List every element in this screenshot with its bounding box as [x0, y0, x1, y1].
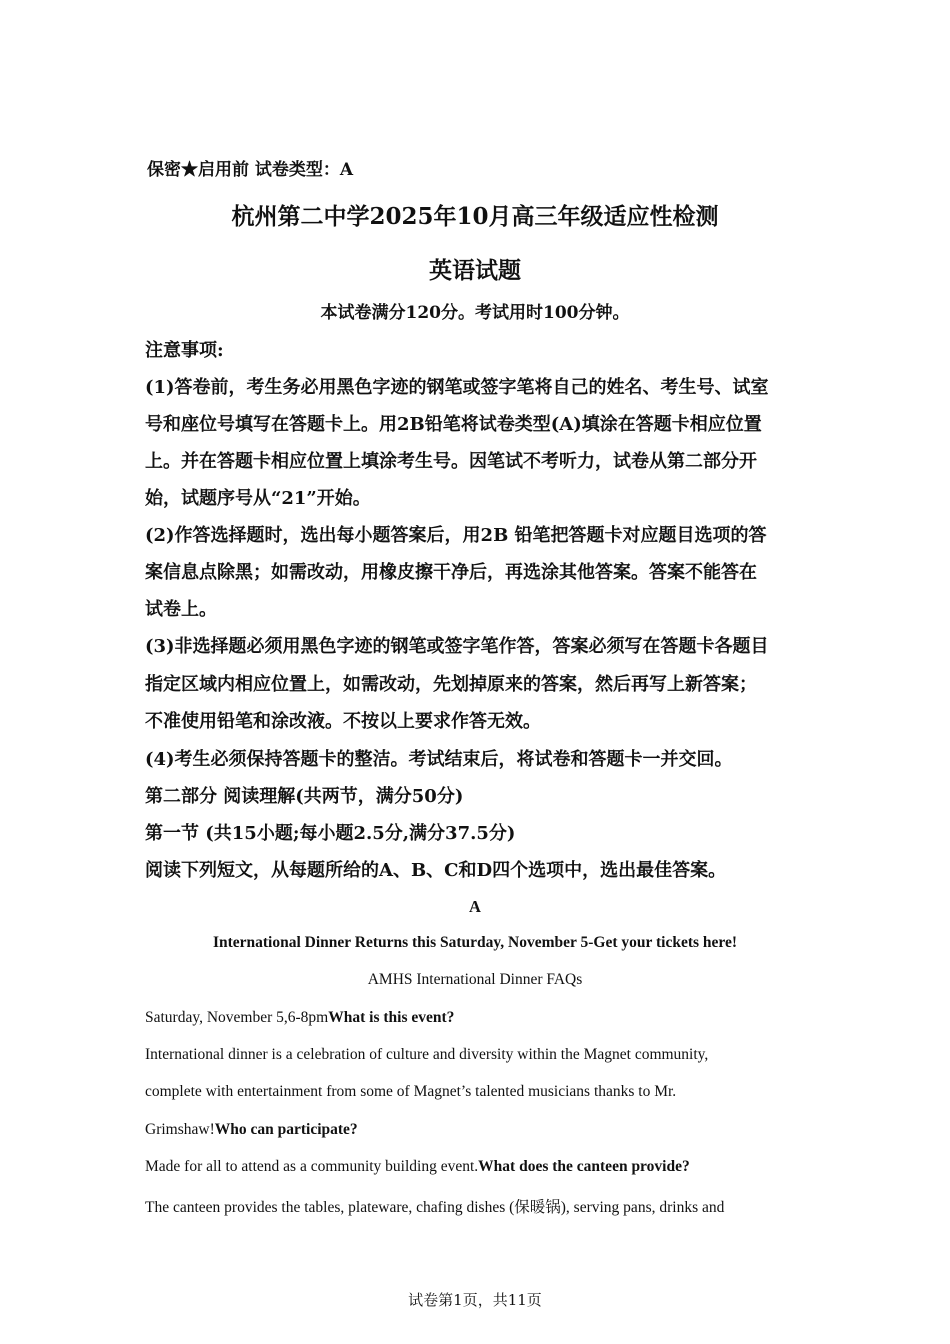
exam-subject: 英语试题 — [429, 257, 521, 284]
faq-question: Who can participate? — [214, 1121, 358, 1138]
passage-headline: International Dinner Returns this Saturday, November 5-Get your tickets here! — [212, 934, 738, 951]
passage-line: International dinner is a celebration of culture and diversity within the Magnet community, — [145, 1046, 709, 1063]
section-instruction: 阅读下列短文，从每题所给的A、B、C和D四个选项中，选出最佳答案。 — [145, 860, 727, 881]
notice-line: (2)作答选择题时，选出每小题答案后，用2B 铅笔把答题卡对应题目选项的答 — [145, 525, 767, 546]
notice-heading: 注意事项: — [145, 340, 224, 361]
faq-question: What is this event? — [328, 1009, 455, 1026]
notice-line: 案信息点除黑；如需改动，用橡皮擦干净后，再选涂其他答案。答案不能答在 — [145, 562, 757, 583]
exam-title: 杭州第二中学2025年10月高三年级适应性检测 — [231, 203, 719, 230]
passage-subtitle: AMHS International Dinner FAQs — [367, 971, 583, 988]
notice-line: 不准使用铅笔和涂改液。不按以上要求作答无效。 — [145, 711, 541, 732]
notice-line: (1)答卷前，考生务必用黑色字迹的钢笔或签字笔将自己的姓名、考生号、试室 — [145, 377, 769, 398]
passage-line — [145, 1121, 358, 1139]
event-date: Saturday, November 5,6-8pm — [145, 1009, 329, 1026]
passage-line — [145, 1158, 690, 1176]
notice-line: (3)非选择题必须用黑色字迹的钢笔或签字笔作答，答案必须写在答题卡各题目 — [145, 636, 769, 657]
notice-line: 上。并在答题卡相应位置上填涂考生号。因笔试不考听力，试卷从第二部分开 — [145, 451, 757, 472]
passage-text: Grimshaw! — [145, 1121, 215, 1138]
notice-line: 指定区域内相应位置上，如需改动，先划掉原来的答案，然后再写上新答案； — [145, 674, 757, 695]
passage-text: Made for all to attend as a community building event. — [145, 1158, 479, 1175]
passage-letter: A — [469, 897, 481, 916]
subsection-heading: 第一节 (共15小题;每小题2.5分,满分37.5分) — [145, 823, 516, 844]
notice-line: (4)考生必须保持答题卡的整洁。考试结束后，将试卷和答题卡一并交回。 — [145, 749, 733, 770]
passage-line — [145, 1009, 454, 1027]
notice-line: 始，试题序号从“21”开始。 — [145, 488, 371, 509]
score-time-info: 本试卷满分120分。考试用时100分钟。 — [320, 303, 630, 323]
faq-question: What does the canteen provide? — [478, 1158, 690, 1175]
page-footer: 试卷第1页，共11页 — [408, 1291, 542, 1309]
passage-line: The canteen provides the tables, plateware, chafing dishes (保暖锅), serving pans, drinks and — [145, 1199, 725, 1216]
section-part-heading: 第二部分 阅读理解(共两节，满分50分) — [145, 786, 464, 807]
passage-line: complete with entertainment from some of Magnet’s talented musicians thanks to Mr. — [145, 1083, 677, 1100]
notice-line: 号和座位号填写在答题卡上。用2B铅笔将试卷类型(A)填涂在答题卡相应位置 — [145, 414, 762, 435]
notice-line: 试卷上。 — [145, 599, 217, 620]
confidential-label: 保密★启用前 试卷类型：A — [147, 160, 354, 180]
